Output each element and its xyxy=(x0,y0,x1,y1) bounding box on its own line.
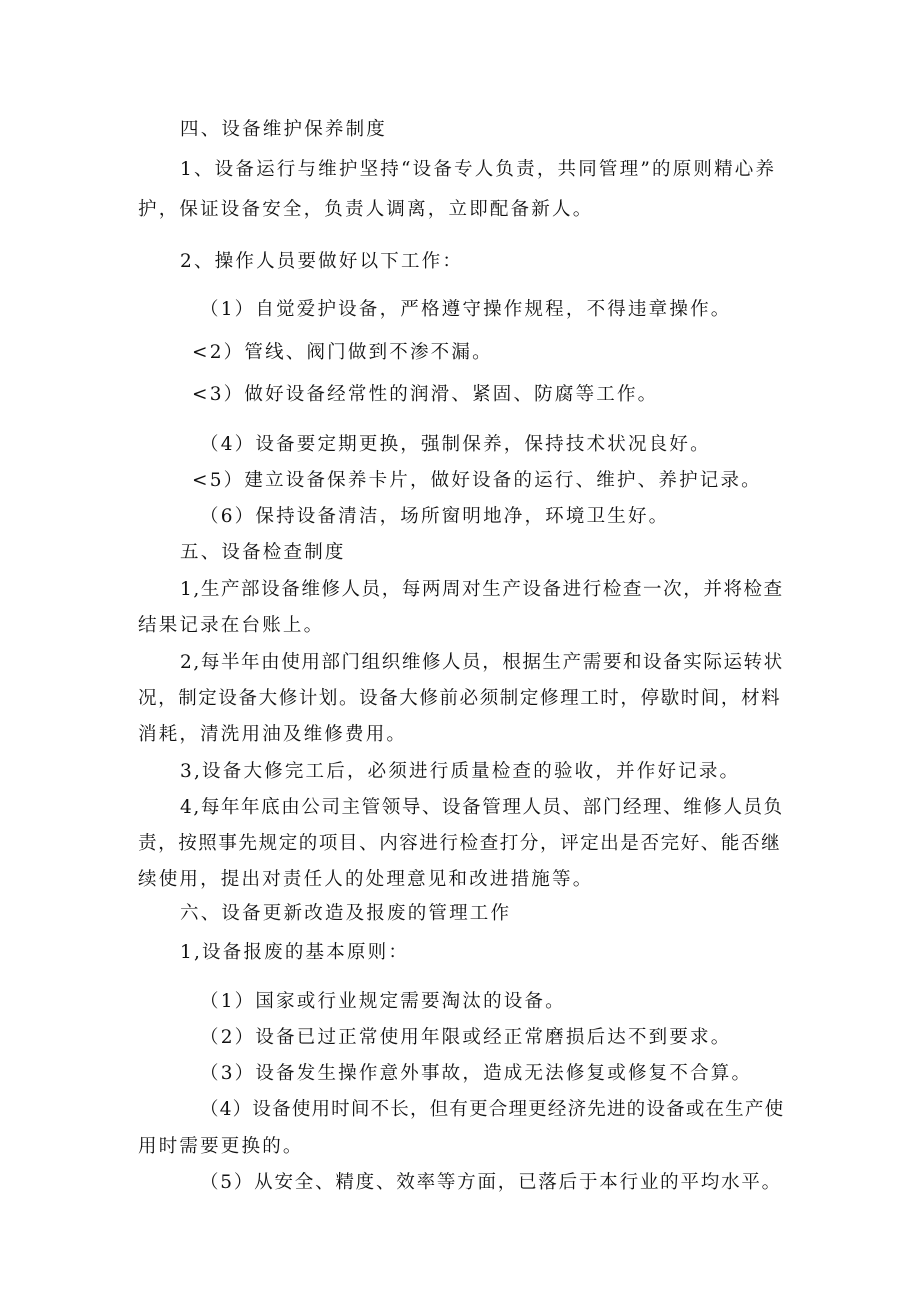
paragraph-line: 况，制定设备大修计划。设备大修前必须制定修理工时，停歇时间，材料 xyxy=(138,688,782,709)
paragraph-line: 1,生产部设备维修人员，每两周对生产设备进行检查一次，并将检查 xyxy=(180,579,784,600)
paragraph-line: 消耗，清洗用油及维修费用。 xyxy=(138,724,408,745)
list-item: <5）建立设备保养卡片，做好设备的运行、维护、养护记录。 xyxy=(192,470,762,491)
list-item: （1）自觉爱护设备，严格遵守操作规程，不得违章操作。 xyxy=(200,299,732,320)
paragraph-line: 用时需要更换的。 xyxy=(138,1136,304,1157)
paragraph-line: 2,每半年由使用部门组织维修人员，根据生产需要和设备实际运转状 xyxy=(180,652,784,673)
paragraph-line: 结果记录在台账上。 xyxy=(138,615,325,636)
list-item: （2）设备已过正常使用年限或经正常磨损后达不到要求。 xyxy=(200,1027,732,1048)
list-item: <3）做好设备经常性的润滑、紧固、防腐等工作。 xyxy=(192,384,659,405)
list-item: （4）设备使用时间不长，但有更合理更经济先进的设备或在生产使 xyxy=(200,1099,785,1120)
paragraph-line: 2、操作人员要做好以下工作： xyxy=(180,251,464,272)
list-item: （3）设备发生操作意外事故，造成无法修复或修复不合算。 xyxy=(200,1063,753,1084)
paragraph-line: 护，保证设备安全，负责人调离，立即配备新人。 xyxy=(138,199,594,220)
list-item: （6）保持设备清洁，场所窗明地净，环境卫生好。 xyxy=(200,506,670,527)
paragraph-line: 续使用，提出对责任人的处理意见和改进措施等。 xyxy=(138,869,594,890)
section-heading-maintenance: 四、设备维护保养制度 xyxy=(180,119,388,140)
list-item: （4）设备要定期更换，强制保养，保持技术状况良好。 xyxy=(200,434,711,455)
list-item: （5）从安全、精度、效率等方面，已落后于本行业的平均水平。 xyxy=(200,1172,782,1193)
list-item: <2）管线、阀门做到不渗不漏。 xyxy=(192,342,493,363)
paragraph-line: 1,设备报废的基本原则： xyxy=(180,942,410,963)
section-heading-renewal: 六、设备更新改造及报废的管理工作 xyxy=(180,903,512,924)
section-heading-inspection: 五、设备检查制度 xyxy=(180,542,346,563)
paragraph-line: 责，按照事先规定的项目、内容进行检查打分，评定出是否完好、能否继 xyxy=(138,833,782,854)
paragraph-line: 3,设备大修完工后，必须进行质量检查的验收，并作好记录。 xyxy=(180,761,741,782)
list-item: （1）国家或行业规定需要淘汰的设备。 xyxy=(200,991,566,1012)
paragraph-line: 4,每年年底由公司主管领导、设备管理人员、部门经理、维修人员负 xyxy=(180,797,784,818)
paragraph-line: 1、设备运行与维护坚持“设备专人负责，共同管理”的原则精心养 xyxy=(180,159,777,180)
